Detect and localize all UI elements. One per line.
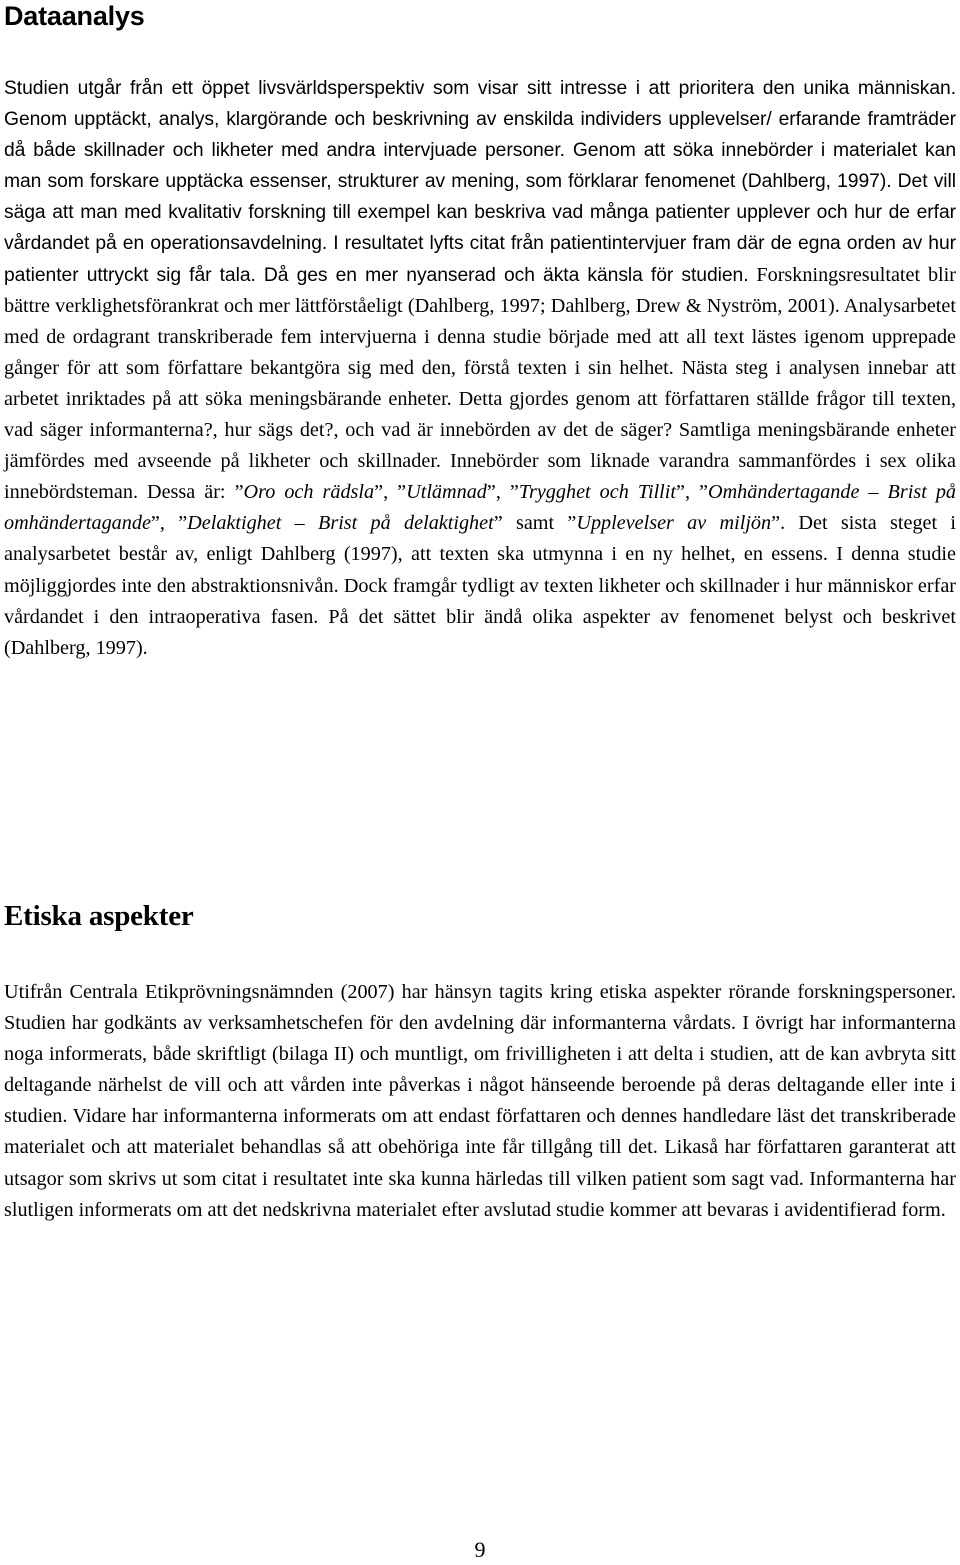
section-paragraph-dataanalys [4, 73, 956, 664]
page-number: 9 [474, 1537, 486, 1562]
section-heading-etiska-aspekter: Etiska aspekter [4, 900, 194, 932]
theme-separator: ”, ” [676, 481, 709, 504]
theme-4: Omhändertagande – Brist på omhändertagande [4, 481, 957, 535]
theme-6: Upplevelser av miljön [576, 512, 772, 535]
section-heading-dataanalys: Dataanalys [4, 1, 145, 31]
paragraph-text-serif: Forskningsresultatet blir bättre verklighetsförankrat och mer lättförståeligt (Dahlberg, 1997; Dahlberg, Drew & Nyström, 2001). Analysarbetet med de ordagrant transkriberade fem intervjuerna i denna studie började med att all text lästes igenom upprepade gånger för att som författare bekantgöra sig med den, förstå texten i sin helhet. Nästa steg i analysen innebar att arbetet inriktades på att söka meningsbärande enheter. Detta gjordes genom att författaren ställde frågor till texten, vad säger informanterna?, hur sägs det?, och vad är innebörden av det de säger? Samtliga meningsbärande enheter jämfördes med avseende på likheter och skillnader. Innebörder som liknade varandra sammanfördes i sex olika innebördsteman. Dessa är: ” [4, 263, 956, 504]
theme-separator: ”, ” [486, 481, 519, 504]
paragraph-text-sans: Studien utgår från ett öppet livsvärldsperspektiv som visar sitt intresse i att prioritera den unika människan. Genom upptäckt, analys, klargörande och beskrivning av enskilda individers upplevelser/ erfarande framträder då både skillnader och likheter med andra intervjuade personer. Genom att söka innebörder i materialet kan man som forskare upptäcka essenser, strukturer av mening, som förklarar fenomenet (Dahlberg, 1997). Det vill säga att man med kvalitativ forskning till exempel kan beskriva vad många patienter upplever och hur de erfar vårdandet på en operationsavdelning. I resultatet lyfts citat från patientintervjuer fram där de egna orden av hur patienter uttryckt sig får tala. Då ges en mer nyanserad och äkta känsla för studien. [4, 78, 956, 286]
paragraph-text-serif-end: ”. Det sista steget i analysarbetet består av, enligt Dahlberg (1997), att texten ska utmynna i en ny helhet, en essens. I denna studie möjliggjordes inte den abstraktionsnivån. Dock framgår tydligt av texten likheter och skillnader i hur människor erfar vårdandet i den intraoperativa fasen. På det sättet blir ändå olika aspekter av fenomenet belyst och beskrivet (Dahlberg, 1997). [4, 512, 957, 659]
theme-separator: ”, ” [150, 512, 188, 535]
theme-separator: ” samt ” [493, 512, 577, 535]
theme-5: Delaktighet – Brist på delaktighet [187, 512, 494, 535]
theme-separator: ”, ” [374, 481, 407, 504]
theme-1: Oro och rädsla [243, 481, 375, 504]
section-paragraph-etiska-aspekter: Utifrån Centrala Etikprövningsnämnden (2007) har hänsyn tagits kring etiska aspekter rörande forskningspersoner. Studien har godkänts av verksamhetschefen för den avdelning där informanterna vårdats. I övrigt har informanterna noga informerats, både skriftligt (bilaga II) och muntligt, om frivilligheten i att delta i studien, att de kan avbryta sitt deltagande närhelst de vill och att vården inte påverkas i något hänseende beroende på deras deltagande eller inte i studien. Vidare har informanterna informerats om att endast författaren och dennes handledare läst det transkriberade materialet och att materialet behandlas så att obehöriga inte får tillgång till det. Likaså har författaren garanterat att utsagor som skrivs ut som citat i resultatet inte ska kunna härledas till vilken patient som sagt vad. Informanterna har slutligen informerats om att det nedskrivna materialet efter avslutad studie kommer att bevaras i avidentifierad form. [4, 981, 956, 1221]
theme-3: Trygghet och Tillit [518, 481, 677, 504]
theme-2: Utlämnad [406, 481, 487, 504]
